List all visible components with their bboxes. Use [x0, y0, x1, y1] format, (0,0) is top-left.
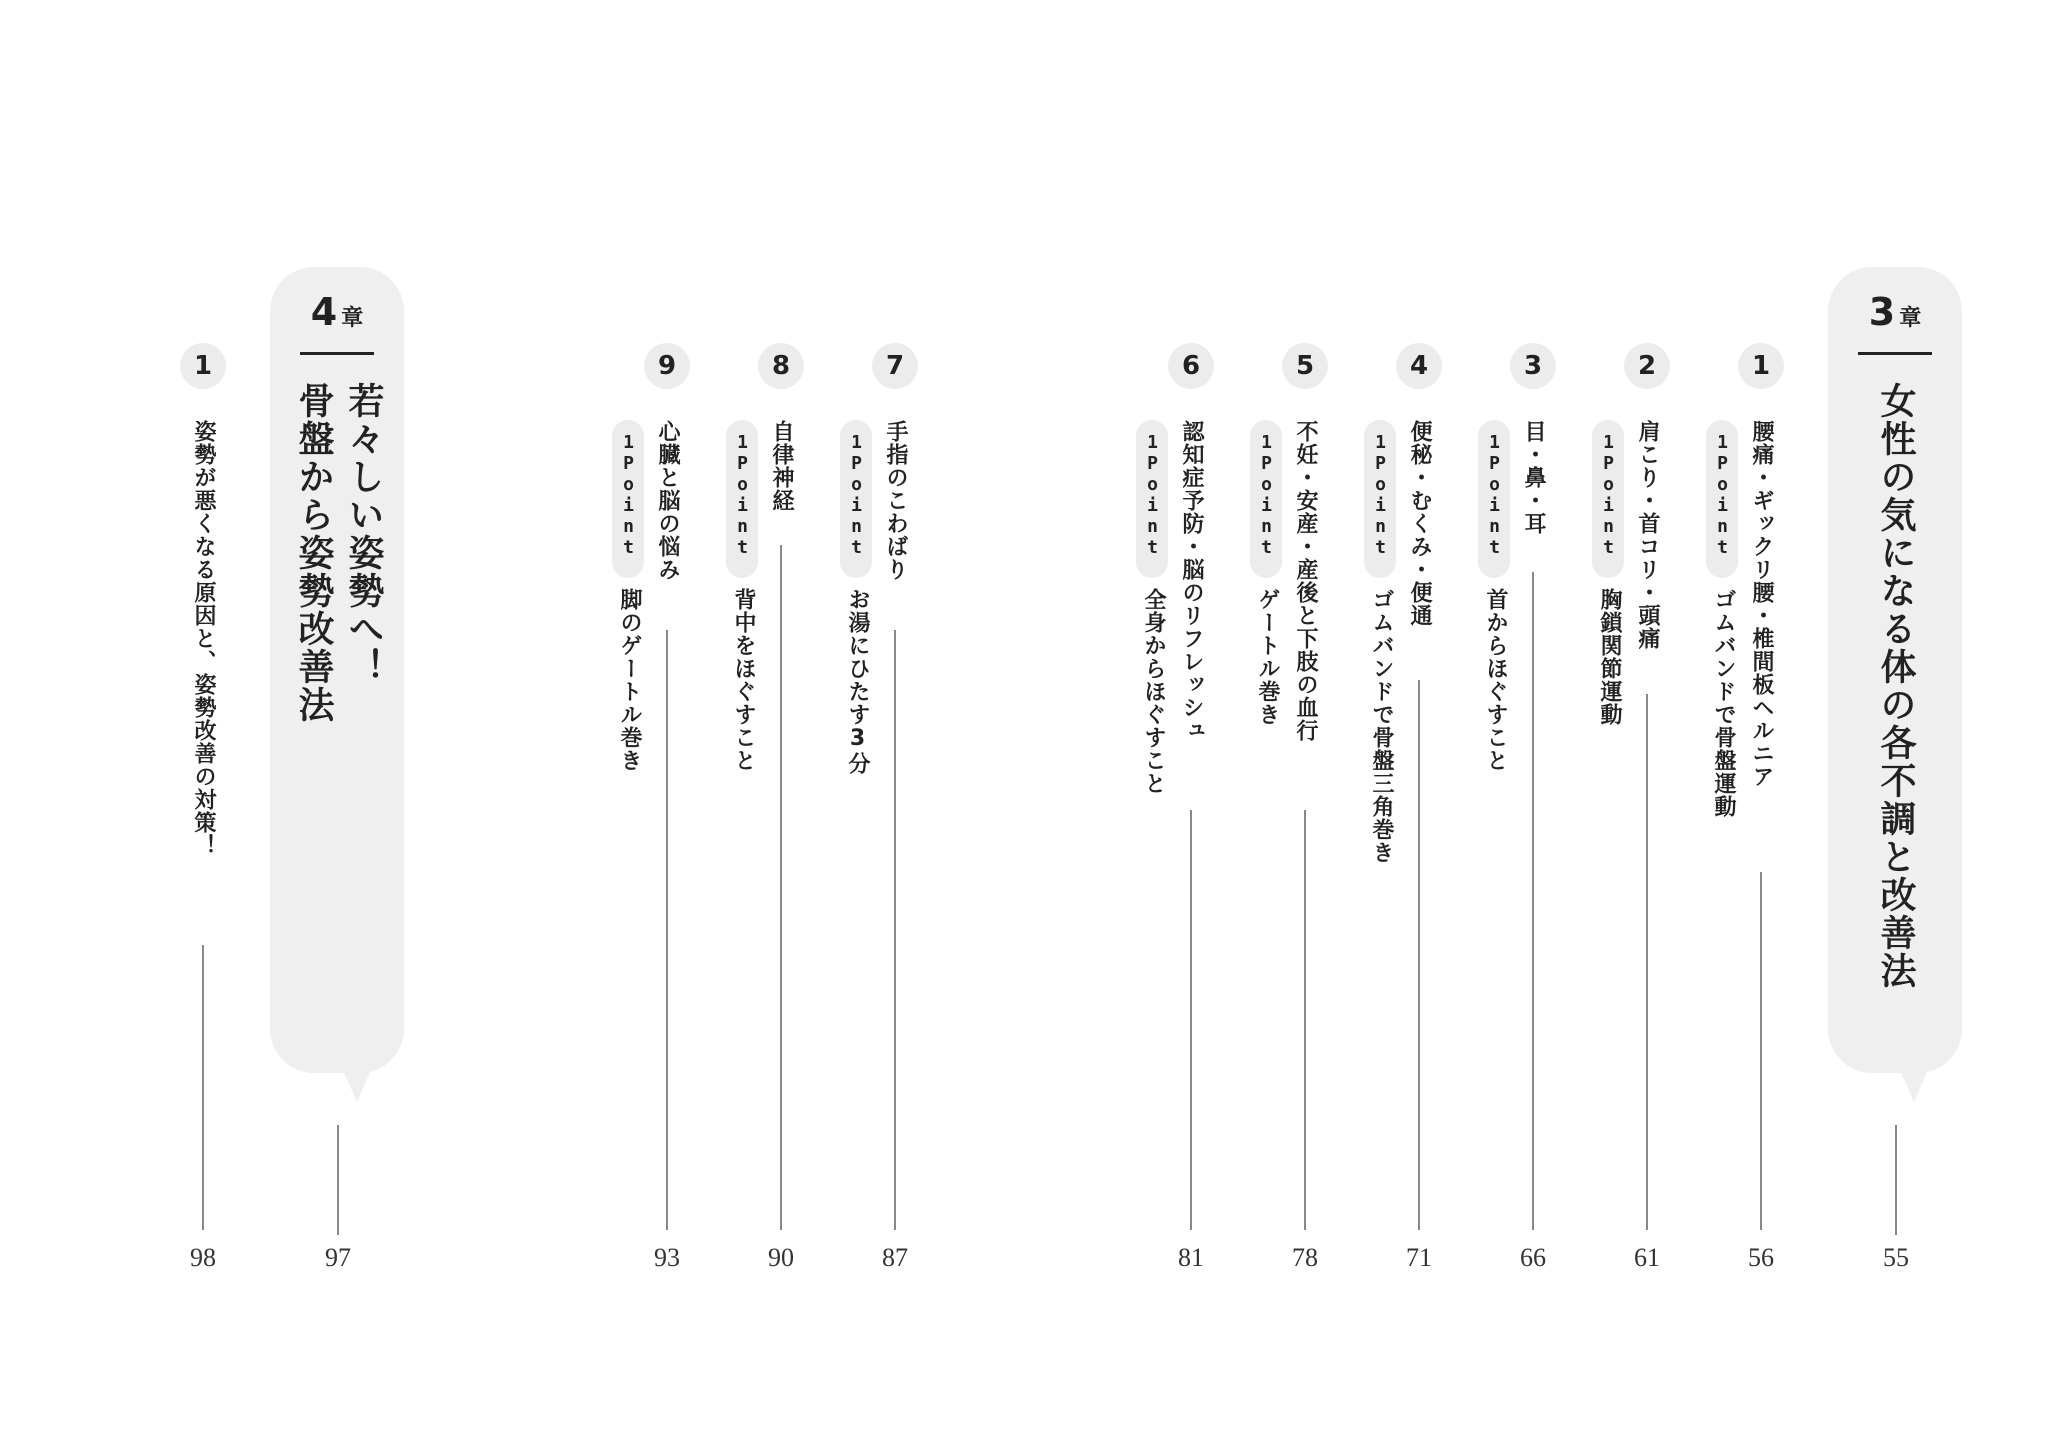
entry-2-page-number: 61: [1634, 1243, 1660, 1272]
entry-3-title: 目・鼻・耳: [1521, 420, 1546, 535]
entry-1-number: 1: [1738, 343, 1784, 389]
entry-6-point-label: 1Point: [1142, 432, 1163, 558]
entry-3-point-label: 1Point: [1484, 432, 1505, 558]
entry-9-number: 9: [644, 343, 690, 389]
entry-1-title: 腰痛・ギックリ腰・椎間板ヘルニア: [1749, 420, 1774, 788]
entry-8-point-label: 1Point: [732, 432, 753, 558]
chapter-3-page-number: 55: [1883, 1243, 1909, 1272]
chapter-4-title-line-2: 骨盤から姿勢改善法: [293, 382, 334, 724]
entry-1-page-number: 56: [1748, 1243, 1774, 1272]
entry-5-leader-line: [1304, 810, 1306, 1230]
entry-4-title: 便秘・むくみ・便通: [1407, 420, 1432, 627]
entry-7-page-number: 87: [882, 1243, 908, 1272]
entry-2-title: 肩こり・首コリ・頭痛: [1635, 420, 1660, 650]
entry-8-title: 自律神経: [769, 420, 794, 512]
chapter-4-label: 章: [341, 306, 364, 331]
chapter-3-title: 女性の気になる体の各不調と改善法: [1875, 382, 1916, 990]
entry-4-subtitle: ゴムバンドで骨盤三角巻き: [1369, 588, 1394, 864]
chapter-3-leader-line: [1895, 1125, 1897, 1235]
chapter-3-rule: [1858, 352, 1932, 355]
entry-2-leader-line: [1646, 694, 1648, 1230]
chapter-4-page-number: 97: [325, 1243, 351, 1272]
entry-4-number: 4: [1396, 343, 1442, 389]
entry-7-number: 7: [872, 343, 918, 389]
entry-8-leader-line: [780, 545, 782, 1230]
entry-2-point-label: 1Point: [1598, 432, 1619, 558]
entry-8-number: 8: [758, 343, 804, 389]
entry-3-subtitle: 首からほぐすこと: [1483, 588, 1508, 772]
entry-3-number: 3: [1510, 343, 1556, 389]
entry-4-page-number: 71: [1406, 1243, 1432, 1272]
chapter-3-label: 章: [1899, 306, 1922, 331]
entry-6-title: 認知症予防・脳のリフレッシュ: [1179, 420, 1204, 742]
entry-8-subtitle: 背中をほぐすこと: [731, 588, 756, 772]
entry-1-subtitle: ゴムバンドで骨盤運動: [1711, 588, 1736, 818]
entry-5-page-number: 78: [1292, 1243, 1318, 1272]
entry-3-leader-line: [1532, 572, 1534, 1230]
entry-6-page-number: 81: [1178, 1243, 1204, 1272]
chapter-3-number: 3: [1868, 290, 1896, 334]
entry-7-subtitle: お湯にひたす3分: [845, 588, 870, 775]
entry-4-leader-line: [1418, 680, 1420, 1230]
chapter-4-rule: [300, 352, 374, 355]
entry-9-leader-line: [666, 630, 668, 1230]
entry-6-subtitle: 全身からほぐすこと: [1141, 588, 1166, 795]
ch4-entry-1-title: 姿勢が悪くなる原因と、姿勢改善の対策！: [191, 420, 216, 857]
entry-4-point-label: 1Point: [1370, 432, 1391, 558]
chapter-4-bubble-tail: [343, 1070, 371, 1102]
entry-2-number: 2: [1624, 343, 1670, 389]
ch4-entry-1-leader-line: [202, 945, 204, 1230]
entry-7-leader-line: [894, 630, 896, 1230]
entry-9-page-number: 93: [654, 1243, 680, 1272]
entry-9-subtitle: 脚のゲートル巻き: [617, 588, 642, 772]
entry-9-title: 心臓と脳の悩み: [655, 420, 680, 581]
entry-7-title: 手指のこわばり: [883, 420, 908, 581]
ch4-entry-1-page-number: 98: [190, 1243, 216, 1272]
entry-2-subtitle: 胸鎖関節運動: [1597, 588, 1622, 726]
entry-3-page-number: 66: [1520, 1243, 1546, 1272]
entry-9-point-label: 1Point: [618, 432, 639, 558]
chapter-3-heading: [1848, 290, 1942, 334]
ch4-entry-1-number: 1: [180, 343, 226, 389]
entry-6-number: 6: [1168, 343, 1214, 389]
chapter-4-number: 4: [310, 290, 338, 334]
chapter-3-bubble-tail: [1900, 1070, 1928, 1102]
chapter-4-leader-line: [337, 1125, 339, 1235]
entry-1-point-label: 1Point: [1712, 432, 1733, 558]
entry-5-point-label: 1Point: [1256, 432, 1277, 558]
chapter-4-heading: [290, 290, 384, 334]
entry-5-subtitle: ゲートル巻き: [1255, 588, 1280, 726]
entry-5-title: 不妊・安産・産後と下肢の血行: [1293, 420, 1318, 742]
chapter-4-title-line-1: 若々しい姿勢へ！: [343, 382, 384, 686]
entry-5-number: 5: [1282, 343, 1328, 389]
entry-1-leader-line: [1760, 872, 1762, 1230]
entry-8-page-number: 90: [768, 1243, 794, 1272]
entry-7-point-label: 1Point: [846, 432, 867, 558]
entry-6-leader-line: [1190, 810, 1192, 1230]
